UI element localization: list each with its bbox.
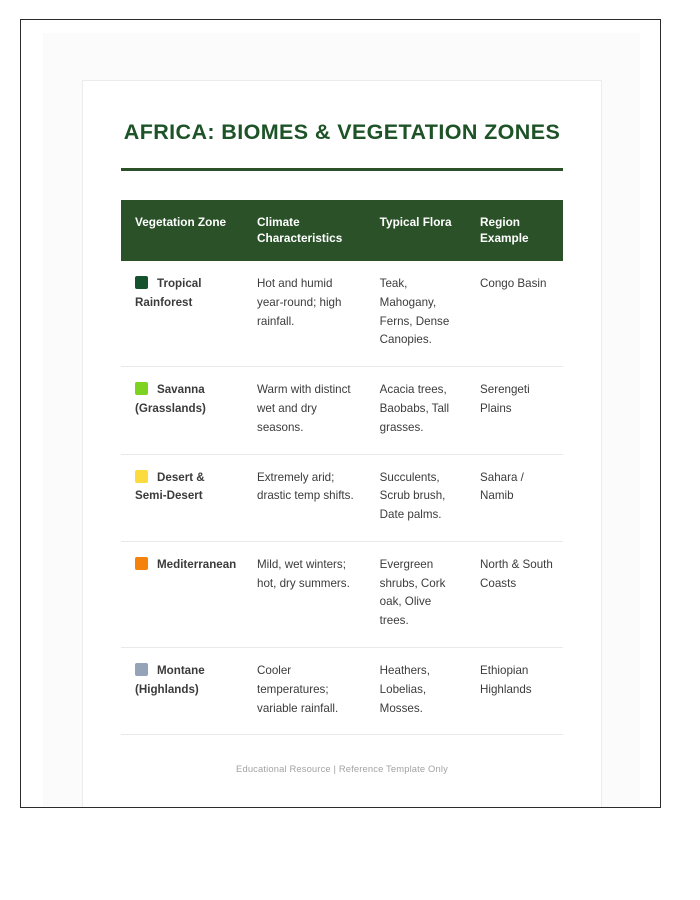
table-row: [121, 367, 563, 454]
flora-cell: Heathers, Lobelias, Mosses.: [370, 647, 470, 734]
table-header: [121, 200, 563, 262]
climate-cell: Warm with distinct wet and dry seasons.: [247, 367, 370, 454]
column-header-climate-characteristics: Climate Characteristics: [247, 200, 370, 262]
table-row: [121, 454, 563, 541]
zone-cell: [121, 454, 247, 541]
table-row: [121, 647, 563, 734]
document-card: [82, 80, 602, 808]
biome-color-swatch-icon: [135, 276, 148, 289]
table-header-row: [121, 200, 563, 262]
flora-cell: Succulents, Scrub brush, Date palms.: [370, 454, 470, 541]
column-header-typical-flora: Typical Flora: [370, 200, 470, 262]
page-frame: [20, 19, 661, 808]
table-row: [121, 261, 563, 367]
zone-label: Montane (Highlands): [135, 663, 205, 696]
region-cell: North & South Coasts: [470, 541, 563, 647]
biomes-table: [121, 200, 563, 736]
climate-cell: Mild, wet winters; hot, dry summers.: [247, 541, 370, 647]
climate-cell: Extremely arid; drastic temp shifts.: [247, 454, 370, 541]
table-body: [121, 261, 563, 735]
zone-label: Savanna (Grasslands): [135, 383, 206, 415]
zone-label: Mediterranean: [157, 557, 237, 571]
zone-cell: [121, 367, 247, 454]
title-divider: [121, 168, 563, 171]
biome-color-swatch-icon: [135, 557, 148, 570]
biome-color-swatch-icon: [135, 382, 148, 395]
climate-cell: Hot and humid year-round; high rainfall.: [247, 261, 370, 367]
zone-cell: [121, 261, 247, 367]
region-cell: Serengeti Plains: [470, 367, 563, 454]
column-header-vegetation-zone: Vegetation Zone: [121, 200, 247, 262]
column-header-region-example: Region Example: [470, 200, 563, 262]
zone-label: Desert & Semi-Desert: [135, 470, 205, 503]
region-cell: Sahara / Namib: [470, 454, 563, 541]
zone-cell: [121, 541, 247, 647]
table-row: [121, 541, 563, 647]
biome-color-swatch-icon: [135, 663, 148, 676]
biome-color-swatch-icon: [135, 470, 148, 483]
flora-cell: Teak, Mahogany, Ferns, Dense Canopies.: [370, 261, 470, 367]
document-footer: Educational Resource | Reference Template Only: [236, 763, 448, 775]
zone-cell: [121, 647, 247, 734]
page-title: AFRICA: BIOMES & VEGETATION ZONES: [123, 120, 561, 144]
climate-cell: Cooler temperatures; variable rainfall.: [247, 647, 370, 734]
zone-label: Tropical Rainforest: [135, 277, 202, 309]
flora-cell: Acacia trees, Baobabs, Tall grasses.: [370, 367, 470, 454]
region-cell: Congo Basin: [470, 261, 563, 367]
region-cell: Ethiopian Highlands: [470, 647, 563, 734]
flora-cell: Evergreen shrubs, Cork oak, Olive trees.: [370, 541, 470, 647]
